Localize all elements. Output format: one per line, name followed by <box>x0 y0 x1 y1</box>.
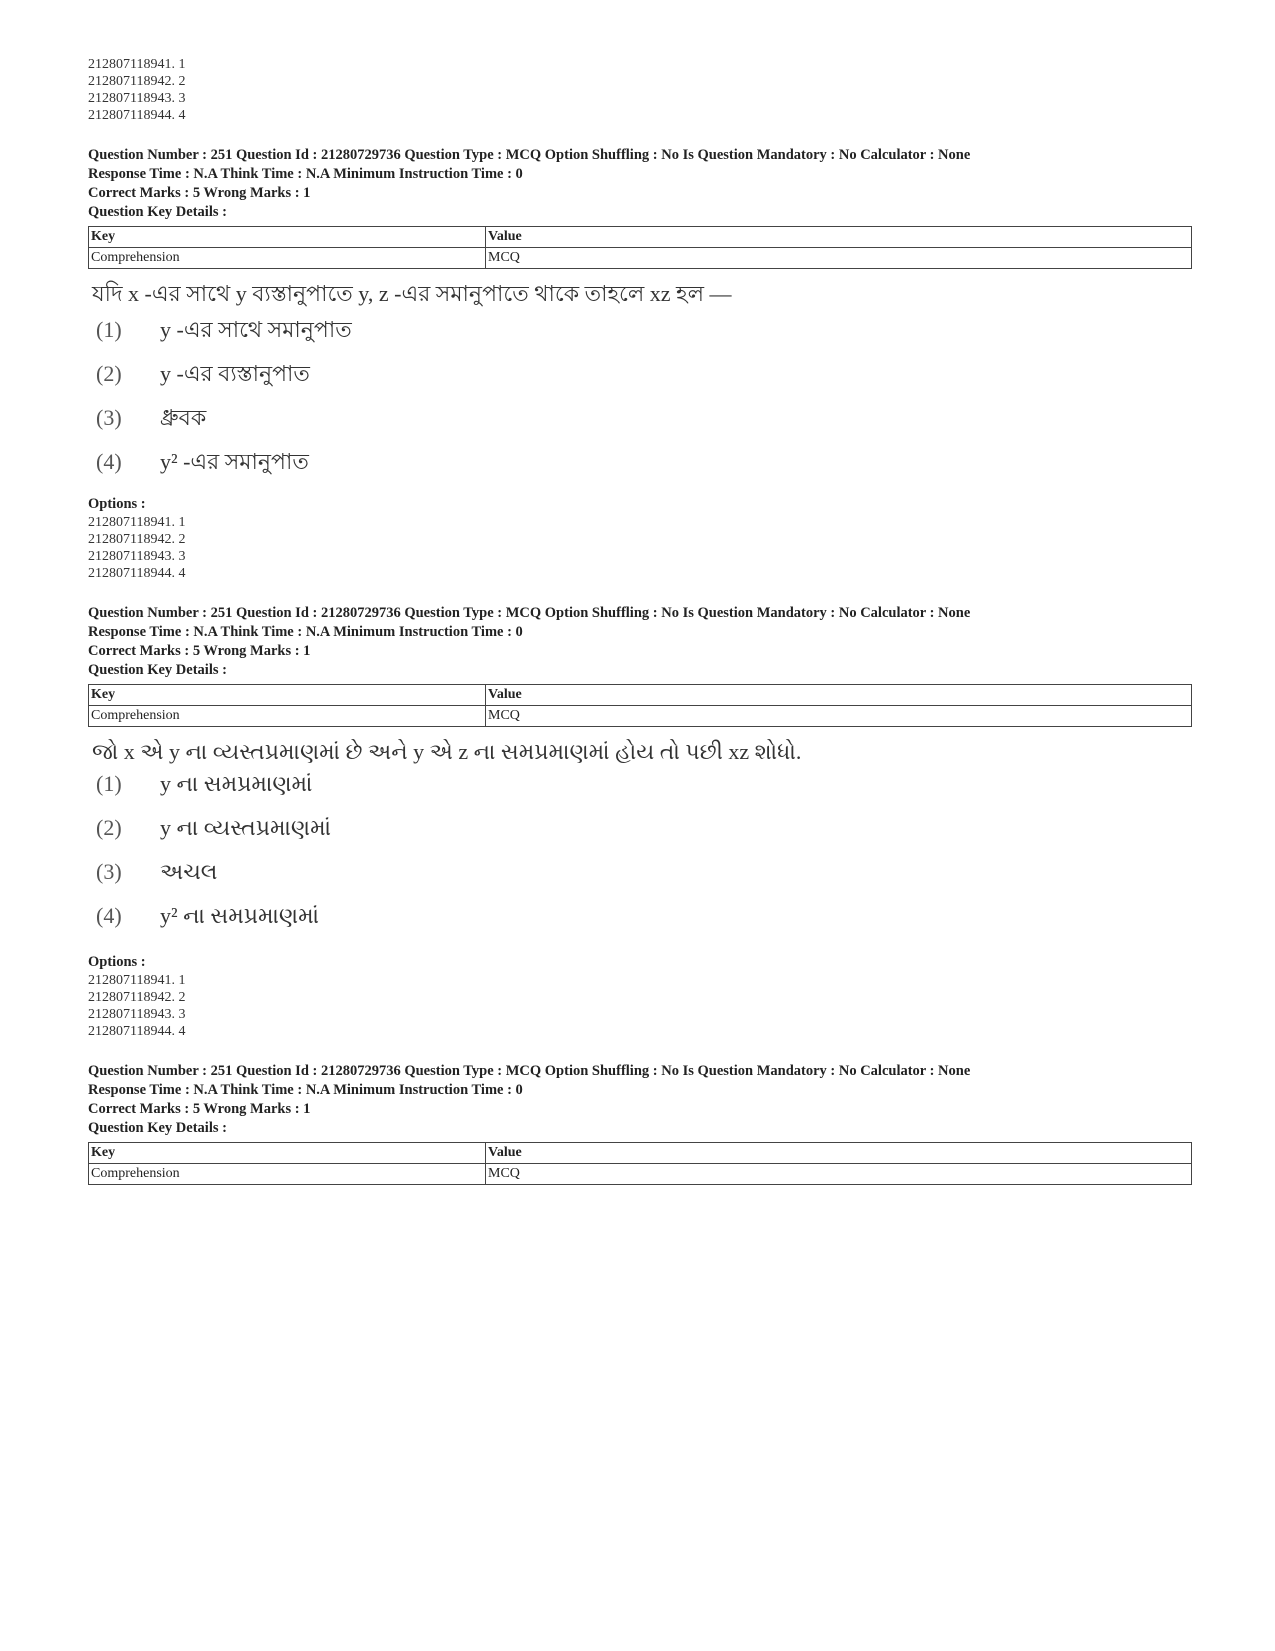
value-cell: MCQ <box>486 706 1192 727</box>
meta-line: Question Number : 251 Question Id : 21280729736 Question Type : MCQ Option Shuffling : No Is Question Mandatory : No Calculator : None <box>88 605 971 621</box>
table-header-row <box>89 685 1192 706</box>
choice-item <box>88 815 1193 859</box>
value-cell: MCQ <box>486 1164 1192 1185</box>
option-ids <box>88 972 1193 1040</box>
option-id: 212807118944. 4 <box>88 566 186 581</box>
option-id: 212807118941. 1 <box>88 973 186 988</box>
key-cell: Comprehension <box>89 706 486 727</box>
table-header-row <box>89 1143 1192 1164</box>
marks-line: Correct Marks : 5 Wrong Marks : 1 <box>88 185 311 201</box>
question-meta <box>88 604 1193 680</box>
choice-number: (4) <box>96 903 122 928</box>
key-value-table <box>88 1142 1192 1185</box>
choice-text: અચલ <box>160 859 218 884</box>
marks-line: Correct Marks : 5 Wrong Marks : 1 <box>88 1101 311 1117</box>
key-value-table <box>88 684 1192 727</box>
option-id: 212807118943. 3 <box>88 91 186 106</box>
choice-number: (1) <box>96 317 122 342</box>
choice-number: (1) <box>96 771 122 796</box>
choice-text: y ના વ્યસ્તપ્રમાણમાં <box>160 815 332 840</box>
choice-number: (2) <box>96 815 122 840</box>
choice-text: y² -এর সমানুপাত <box>160 449 309 474</box>
option-id: 212807118943. 3 <box>88 549 186 564</box>
choice-number: (2) <box>96 361 122 386</box>
question-block <box>88 1062 1193 1185</box>
choice-item <box>88 445 1193 489</box>
options-label: Options : <box>88 496 146 512</box>
key-header: Key <box>89 227 486 248</box>
choice-item <box>88 401 1193 445</box>
choice-text: y -এর ব্যস্তানুপাত <box>160 361 310 386</box>
key-header: Key <box>89 1143 486 1164</box>
key-cell: Comprehension <box>89 1164 486 1185</box>
key-cell: Comprehension <box>89 248 486 269</box>
meta-line: Response Time : N.A Think Time : N.A Minimum Instruction Time : 0 <box>88 166 523 182</box>
table-row <box>89 248 1192 269</box>
value-header: Value <box>486 685 1192 706</box>
question-text: જો x એ y ના વ્યસ્તપ્રમાણમાં છે અને y એ z ના સમપ્રમાણમાં હોય તો પછી xz શોધો. <box>92 739 802 764</box>
option-id: 212807118943. 3 <box>88 1007 186 1022</box>
table-row <box>89 706 1192 727</box>
choice-item <box>88 859 1193 903</box>
document-page <box>88 56 1193 1185</box>
choice-item <box>88 771 1193 815</box>
choice-item <box>88 357 1193 401</box>
option-ids <box>88 514 1193 582</box>
choice-number: (4) <box>96 449 122 474</box>
key-header: Key <box>89 685 486 706</box>
value-header: Value <box>486 227 1192 248</box>
top-option-ids <box>88 56 1193 124</box>
option-id: 212807118944. 4 <box>88 108 186 123</box>
marks-line: Correct Marks : 5 Wrong Marks : 1 <box>88 643 311 659</box>
value-header: Value <box>486 1143 1192 1164</box>
choice-number: (3) <box>96 859 122 884</box>
value-cell: MCQ <box>486 248 1192 269</box>
table-header-row <box>89 227 1192 248</box>
table-row <box>89 1164 1192 1185</box>
question-block <box>88 604 1193 1040</box>
option-id: 212807118942. 2 <box>88 532 186 547</box>
choice-text: y ના સમપ્રમાણમાં <box>160 771 313 796</box>
choice-list <box>88 771 1193 947</box>
meta-line: Question Number : 251 Question Id : 21280729736 Question Type : MCQ Option Shuffling : No Is Question Mandatory : No Calculator : None <box>88 147 971 163</box>
question-text: যদি x -এর সাথে y ব্যস্তানুপাতে y, z -এর সমানুপাতে থাকে তাহলে xz হল — <box>92 281 732 306</box>
option-id: 212807118942. 2 <box>88 74 186 89</box>
choice-text: ধ্রুবক <box>160 405 207 430</box>
meta-line: Response Time : N.A Think Time : N.A Minimum Instruction Time : 0 <box>88 624 523 640</box>
option-id: 212807118942. 2 <box>88 990 186 1005</box>
key-value-table <box>88 226 1192 269</box>
options-label: Options : <box>88 954 146 970</box>
meta-line: Response Time : N.A Think Time : N.A Minimum Instruction Time : 0 <box>88 1082 523 1098</box>
option-id: 212807118941. 1 <box>88 57 186 72</box>
question-meta <box>88 146 1193 222</box>
question-block <box>88 146 1193 582</box>
choice-text: y -এর সাথে সমানুপাত <box>160 317 352 342</box>
choice-list <box>88 313 1193 489</box>
choice-item <box>88 903 1193 947</box>
choice-text: y² ના સમપ્રમાણમાં <box>160 903 320 928</box>
key-details-label: Question Key Details : <box>88 204 227 220</box>
option-id: 212807118944. 4 <box>88 1024 186 1039</box>
key-details-label: Question Key Details : <box>88 1120 227 1136</box>
meta-line: Question Number : 251 Question Id : 21280729736 Question Type : MCQ Option Shuffling : No Is Question Mandatory : No Calculator : None <box>88 1063 971 1079</box>
question-meta <box>88 1062 1193 1138</box>
option-id: 212807118941. 1 <box>88 515 186 530</box>
choice-item <box>88 313 1193 357</box>
choice-number: (3) <box>96 405 122 430</box>
key-details-label: Question Key Details : <box>88 662 227 678</box>
